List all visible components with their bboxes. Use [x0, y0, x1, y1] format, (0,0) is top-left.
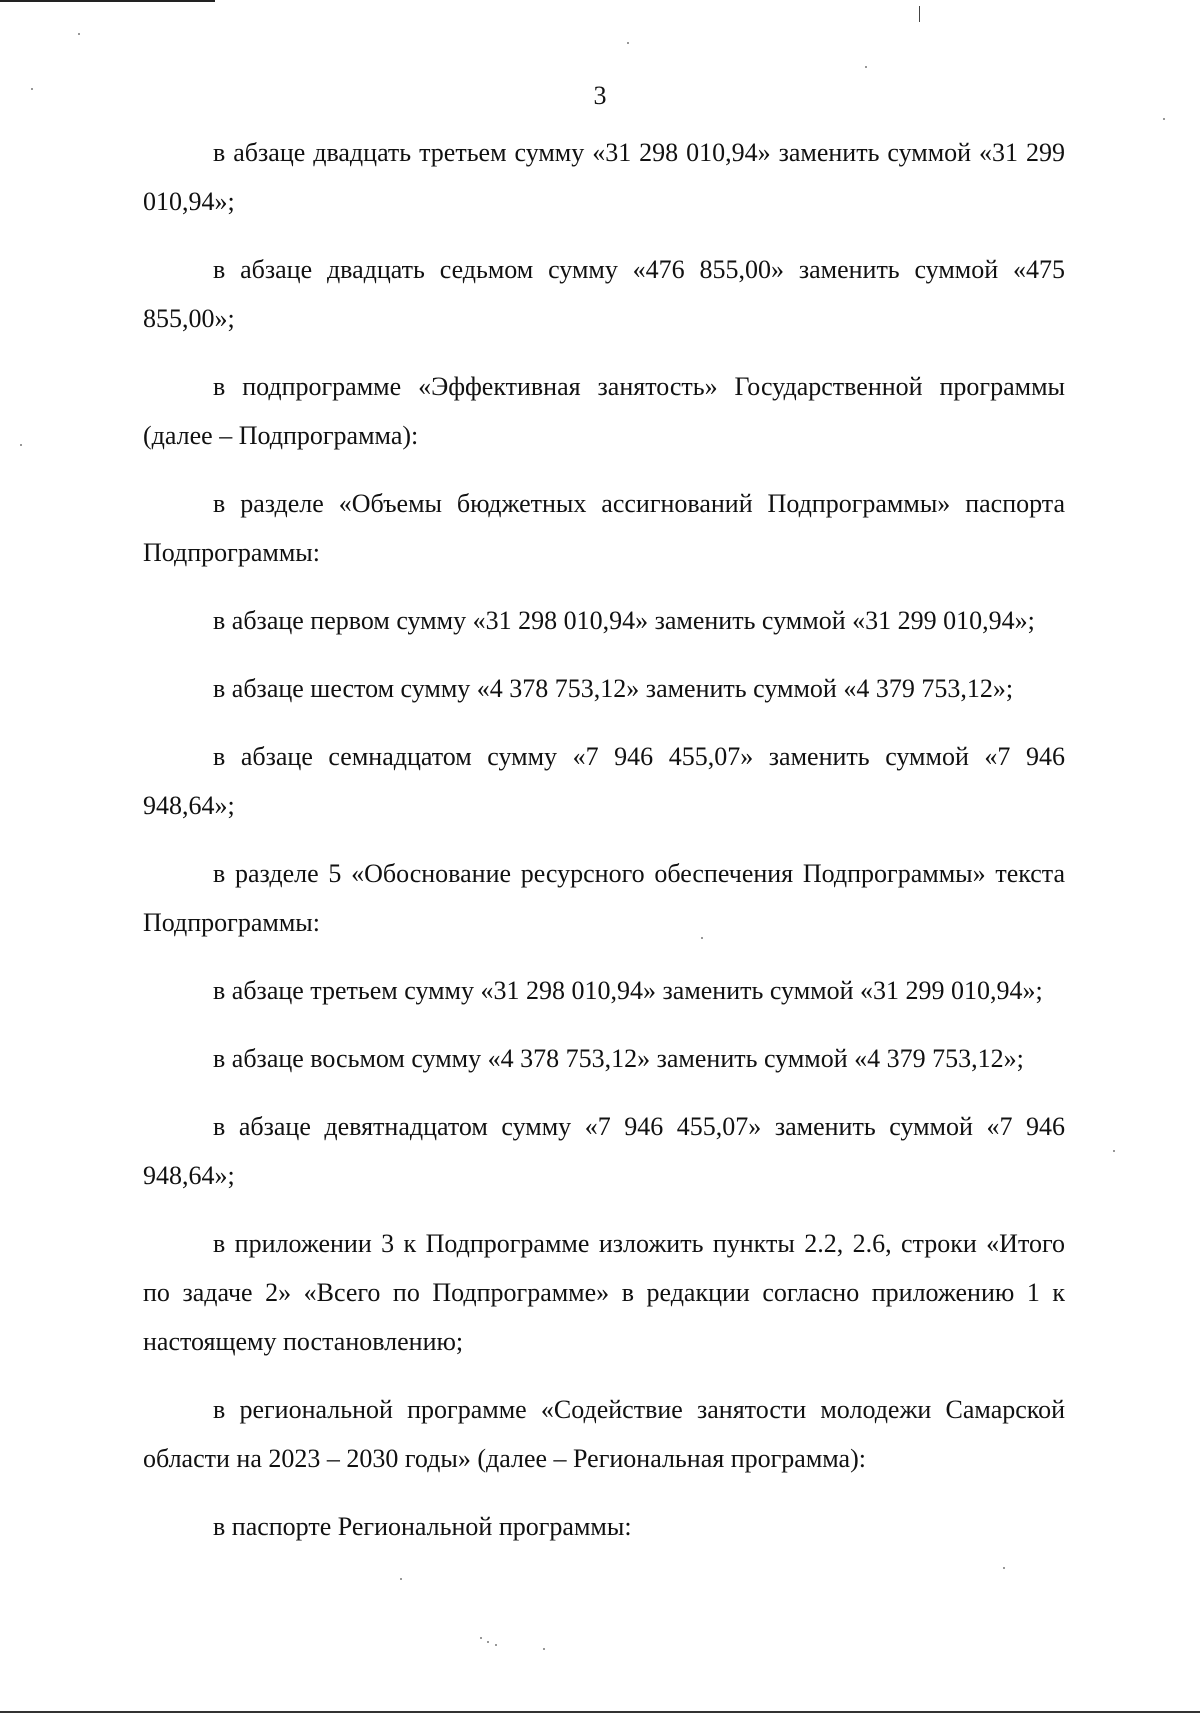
scan-speck — [1113, 1150, 1115, 1152]
scan-speck — [400, 1578, 402, 1580]
paragraph: в абзаце восьмом сумму «4 378 753,12» заменить суммой «4 379 753,12»; — [213, 1044, 1024, 1073]
scan-edge-line-top — [0, 0, 215, 2]
paragraph: в разделе «Объемы бюджетных ассигнований Подпрограммы» паспорта Подпрограммы: — [143, 489, 1065, 567]
scan-speck — [20, 444, 22, 446]
scan-speck — [31, 88, 33, 90]
paragraph: в разделе 5 «Обоснование ресурсного обеспечения Подпрограммы» текста Подпрограммы: — [143, 859, 1065, 937]
paragraph: в абзаце шестом сумму «4 378 753,12» заменить суммой «4 379 753,12»; — [213, 674, 1014, 703]
scan-speck — [78, 33, 80, 35]
paragraph: в абзаце первом сумму «31 298 010,94» заменить суммой «31 299 010,94»; — [213, 606, 1035, 635]
scan-edge-line-bottom — [0, 1711, 1200, 1713]
scan-speck — [543, 1648, 545, 1650]
paragraph: в абзаце двадцать седьмом сумму «476 855,00» заменить суммой «475 855,00»; — [143, 255, 1065, 333]
paragraph: в подпрограмме «Эффективная занятость» Государственной программы (далее – Подпрограмма): — [143, 372, 1065, 450]
paragraph: в региональной программе «Содействие занятости молодежи Самарской области на 2023 – 2030 годы» (далее – Региональная программа): — [143, 1395, 1065, 1473]
scan-speck — [480, 1637, 482, 1639]
scan-speck — [487, 1641, 489, 1643]
page-number: 3 — [593, 81, 607, 110]
scan-speck — [701, 937, 703, 939]
scan-speck — [865, 66, 867, 68]
scan-speck — [495, 1644, 497, 1646]
document-body — [143, 128, 1065, 1570]
paragraph: в паспорте Региональной программы: — [213, 1512, 632, 1541]
scan-mark — [919, 6, 920, 22]
scan-speck — [1003, 1567, 1005, 1569]
paragraph: в абзаце двадцать третьем сумму «31 298 010,94» заменить суммой «31 299 010,94»; — [143, 138, 1065, 216]
paragraph: в абзаце девятнадцатом сумму «7 946 455,07» заменить суммой «7 946 948,64»; — [143, 1112, 1065, 1190]
paragraph: в абзаце третьем сумму «31 298 010,94» заменить суммой «31 299 010,94»; — [213, 976, 1043, 1005]
scan-speck — [1163, 118, 1165, 120]
paragraph: в абзаце семнадцатом сумму «7 946 455,07» заменить суммой «7 946 948,64»; — [143, 742, 1065, 820]
scan-speck — [627, 42, 629, 44]
paragraph: в приложении 3 к Подпрограмме изложить пункты 2.2, 2.6, строки «Итого по задаче 2» «Всего по Подпрограмме» в редакции согласно приложению 1 к настоящему постановлению; — [143, 1229, 1065, 1356]
